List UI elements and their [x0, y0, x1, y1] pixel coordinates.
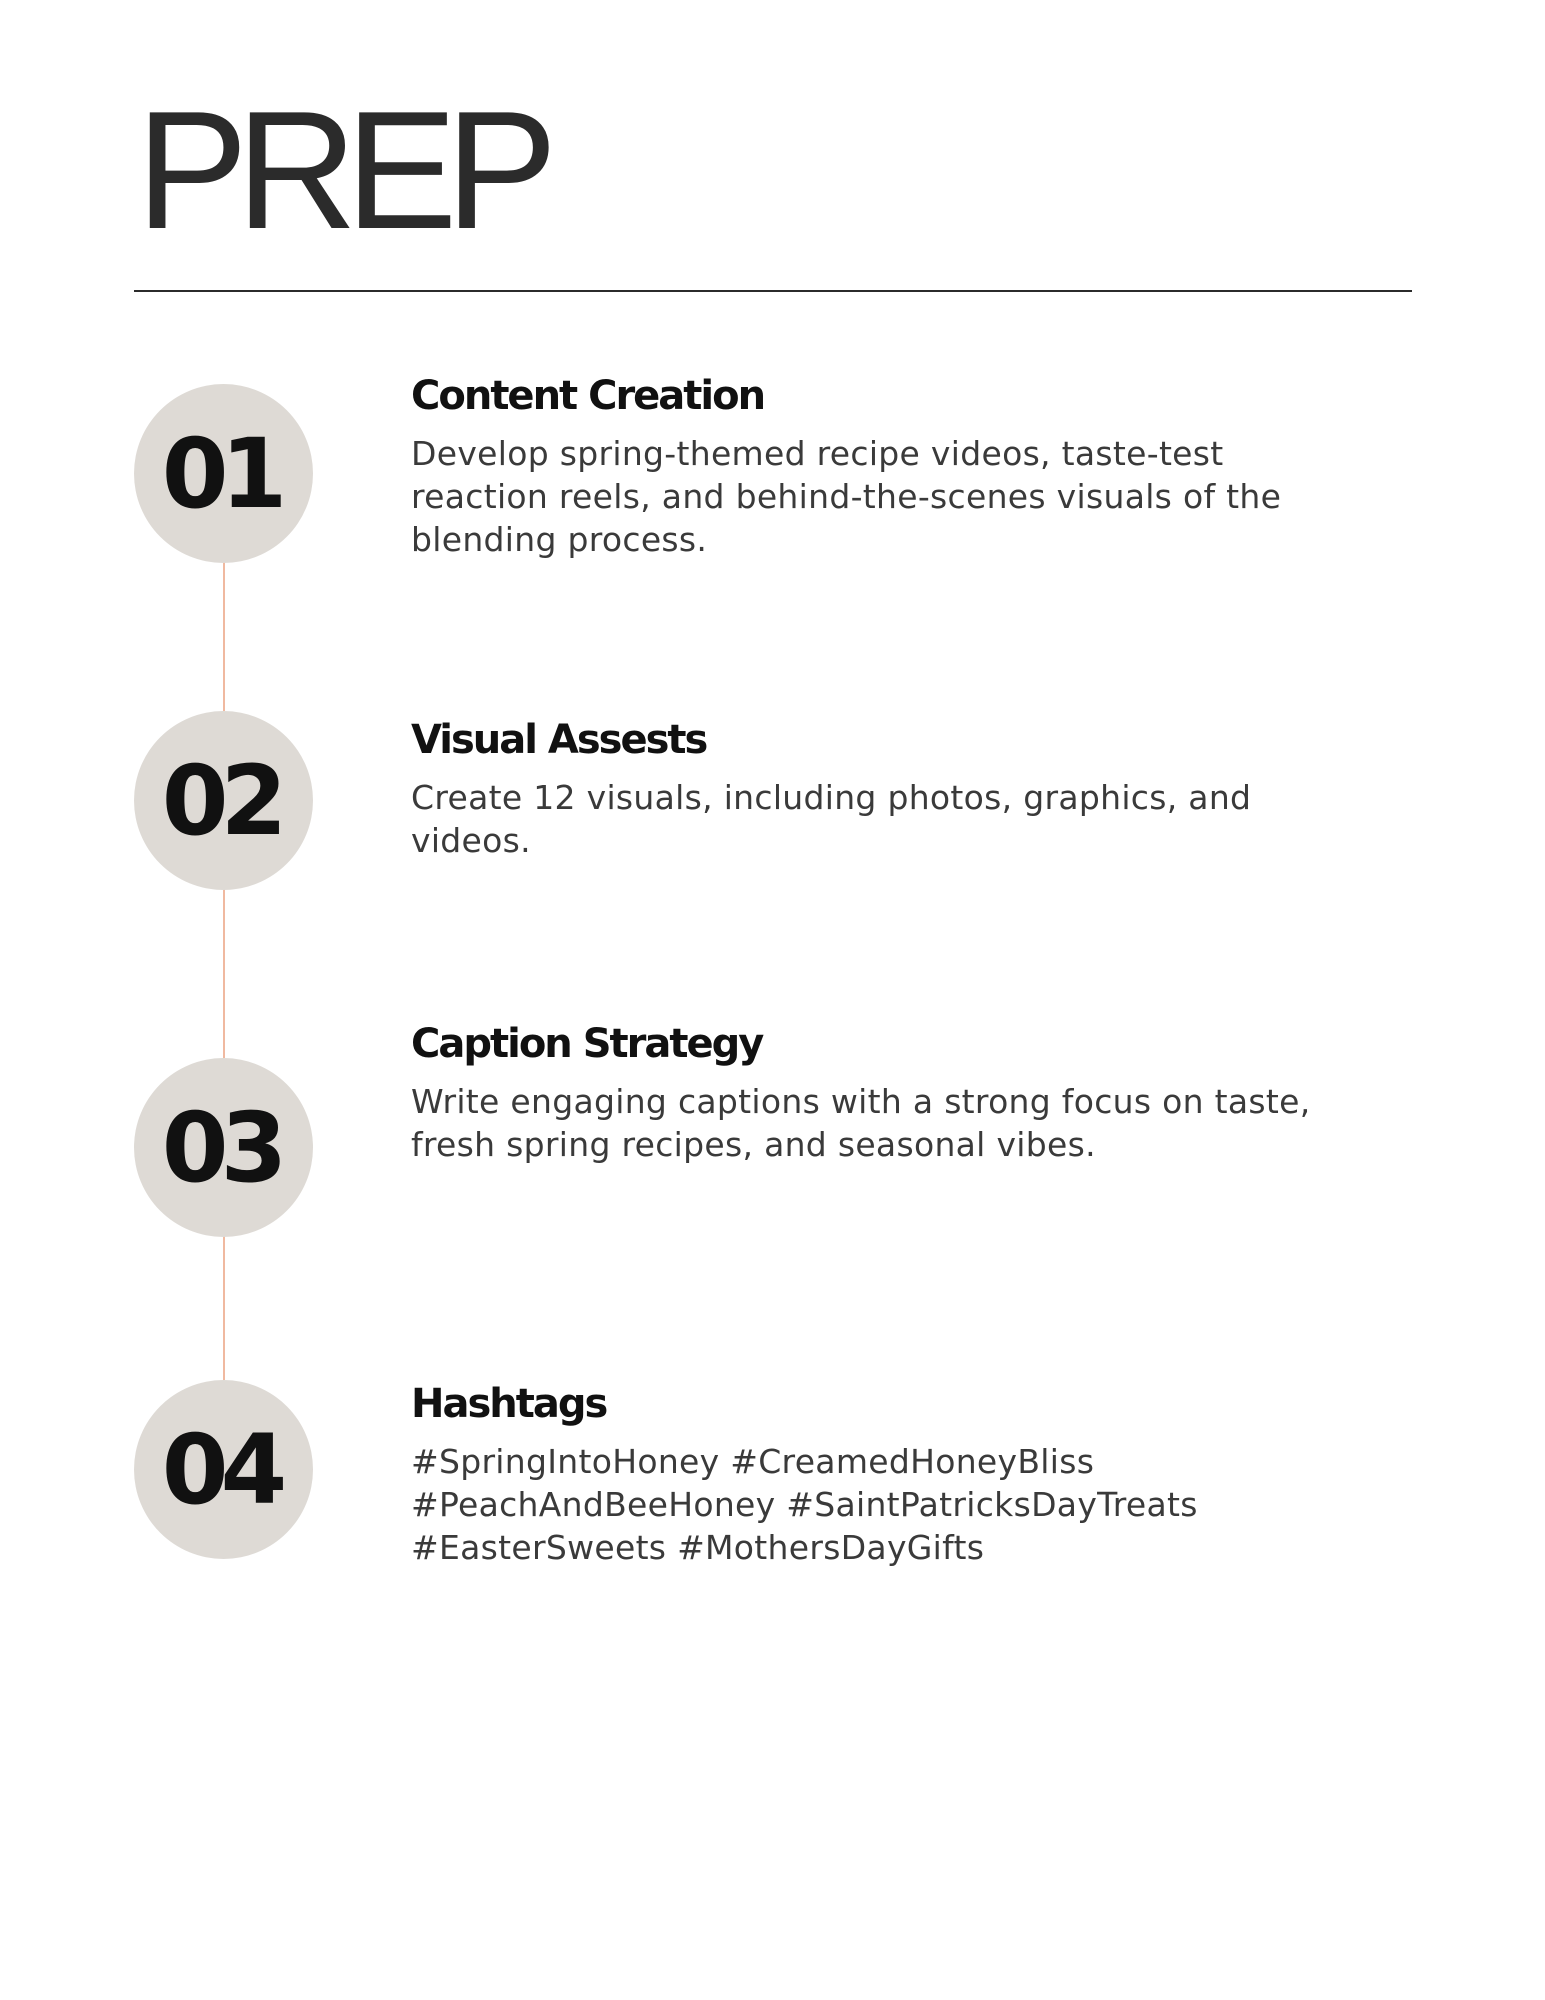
step-hashtags: #SpringIntoHoney #CreamedHoneyBliss #PeachAndBeeHoney #SaintPatricksDayTreats #EasterSweets #MothersDayGifts [411, 1442, 1198, 1567]
step-heading: Hashtags [411, 1381, 607, 1427]
step-number: 01 [161, 417, 280, 530]
step-number: 04 [161, 1413, 280, 1526]
step-number-badge [134, 1380, 313, 1559]
timeline-connector [223, 888, 225, 1058]
step-content [411, 718, 1331, 862]
step-description: Develop spring-themed recipe videos, taste-test reaction reels, and behind-the-scenes visuals of the blending process. [411, 434, 1282, 559]
step-heading: Content Creation [411, 373, 765, 419]
step-description: Create 12 visuals, including photos, graphics, and videos. [411, 778, 1252, 860]
step-content [411, 1022, 1331, 1166]
page-title: PREP [136, 76, 546, 264]
step-content [411, 1382, 1331, 1569]
step-number: 03 [161, 1091, 280, 1204]
step-heading: Caption Strategy [411, 1021, 763, 1067]
step-content [411, 374, 1331, 561]
step-number-badge [134, 711, 313, 890]
step-description: Write engaging captions with a strong focus on taste, fresh spring recipes, and seasonal vibes. [411, 1082, 1311, 1164]
step-heading: Visual Assests [411, 717, 707, 763]
step-number: 02 [161, 744, 280, 857]
title-divider [134, 290, 1412, 292]
timeline-connector [223, 1235, 225, 1380]
step-number-badge [134, 384, 313, 563]
step-number-badge [134, 1058, 313, 1237]
timeline-connector [223, 561, 225, 711]
